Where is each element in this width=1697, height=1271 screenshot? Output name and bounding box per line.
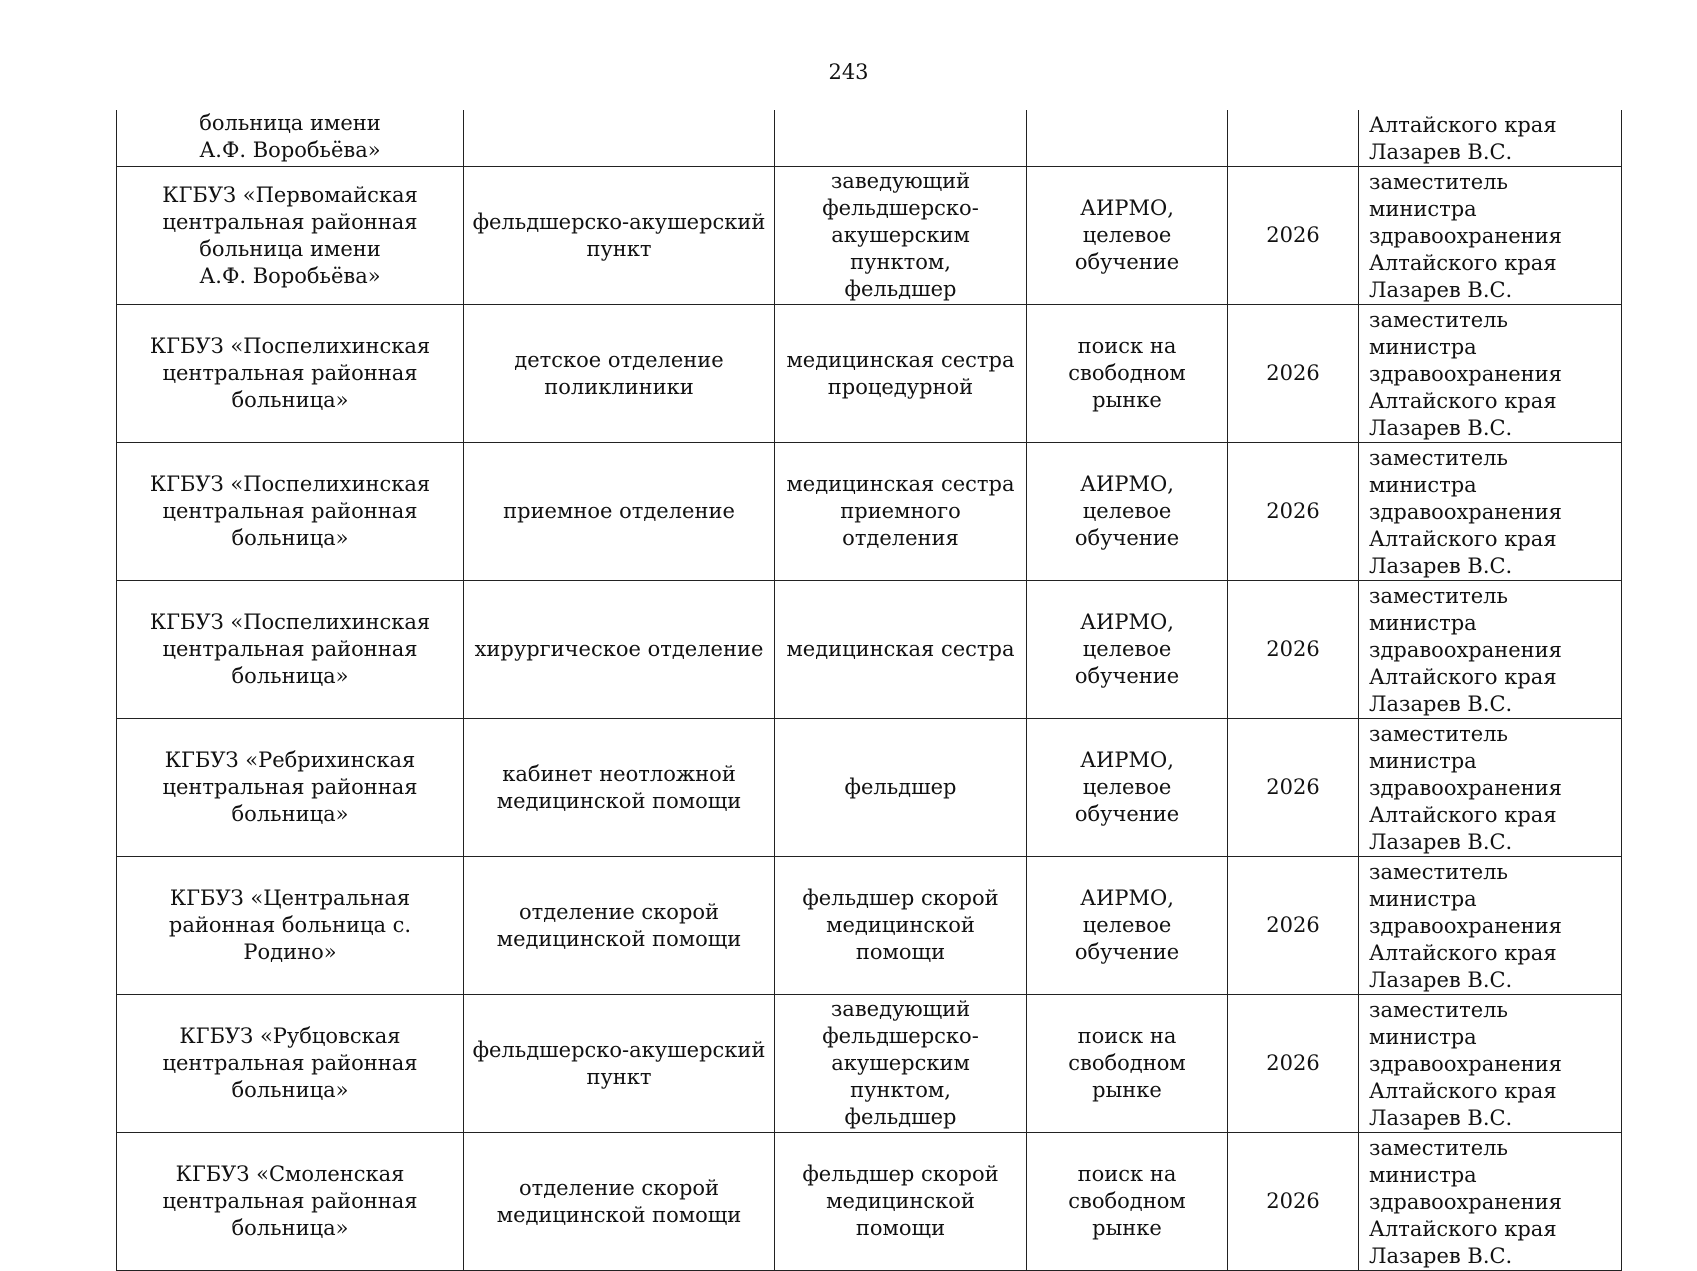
organization-cell-line: КГБУЗ «Рубцовская: [179, 1024, 401, 1048]
organization-cell: [117, 857, 464, 995]
recruitment-method-cell-line: обучение: [1074, 250, 1180, 274]
organization-cell-line: больница имени: [199, 236, 381, 261]
position-cell-line: медицинская сестра: [786, 472, 1015, 496]
position-cell-line: медицинская сестра: [786, 637, 1015, 661]
organization-cell-line: центральная районная: [162, 1051, 418, 1075]
organization-cell-line: больница имени: [199, 111, 381, 135]
approver-cell-line: здравоохранения: [1369, 362, 1562, 386]
approver-cell-line: Алтайского края: [1369, 1079, 1557, 1103]
position-cell-line: акушерским пунктом,: [831, 1051, 970, 1102]
organization-cell-line: КГБУЗ «Ребрихинская: [164, 748, 416, 772]
organization-cell: [117, 167, 464, 305]
position-cell-line: приемного отделения: [840, 499, 961, 550]
organization-cell-line: центральная районная: [162, 361, 418, 385]
recruitment-method-cell: [1027, 305, 1228, 443]
approver-cell: [1359, 443, 1622, 581]
recruitment-method-cell-line: рынке: [1092, 1216, 1162, 1240]
approver-cell-line: заместитель министра: [1369, 860, 1508, 911]
year-cell: 2026: [1228, 167, 1359, 305]
organization-cell: [117, 719, 464, 857]
approver-cell-line: заместитель министра: [1369, 998, 1508, 1049]
table-row: [117, 167, 1622, 305]
department-cell-line: хирургическое отделение: [474, 637, 764, 661]
organization-cell-line: центральная районная: [162, 1189, 418, 1213]
organization-cell: [117, 581, 464, 719]
approver-cell: [1359, 305, 1622, 443]
approver-cell-line: Алтайского края: [1369, 1217, 1557, 1241]
organization-cell: [117, 995, 464, 1133]
approver-cell-line: здравоохранения: [1369, 638, 1562, 662]
organization-cell: [117, 1133, 464, 1271]
approver-cell: [1359, 1133, 1622, 1271]
approver-cell-line: Алтайского края: [1369, 113, 1557, 137]
recruitment-method-cell-line: АИРМО,: [1080, 610, 1174, 634]
organization-cell-line: больница»: [231, 388, 349, 412]
approver-cell: [1359, 581, 1622, 719]
year-cell: 2026: [1228, 719, 1359, 857]
approver-cell-line: заместитель министра: [1369, 584, 1508, 635]
recruitment-method-cell-line: свободном: [1068, 361, 1186, 385]
recruitment-method-cell-line: поиск на: [1077, 1024, 1177, 1048]
recruitment-method-cell-line: АИРМО,: [1080, 472, 1174, 496]
position-cell-line: заведующий: [830, 169, 971, 193]
position-cell: [775, 581, 1027, 719]
organization-cell-line: больница»: [231, 1216, 349, 1240]
department-cell-line: фельдшерско-акушерский: [472, 209, 766, 234]
approver-cell-line: заместитель министра: [1369, 170, 1508, 221]
position-cell-line: медицинской помощи: [826, 913, 975, 964]
recruitment-method-cell-line: целевое: [1082, 499, 1172, 523]
department-cell-line: фельдшерско-акушерский: [472, 1037, 766, 1062]
recruitment-method-cell: [1027, 719, 1228, 857]
recruitment-method-cell: [1027, 857, 1228, 995]
position-cell: [775, 1133, 1027, 1271]
approver-cell-line: Алтайского края: [1369, 665, 1557, 689]
organization-cell-line: КГБУЗ «Поспелихинская: [149, 610, 431, 634]
approver-cell: [1359, 719, 1622, 857]
approver-cell-line: заместитель министра: [1369, 446, 1508, 497]
position-cell-line: процедурной: [827, 374, 974, 399]
table-body: [117, 110, 1622, 1271]
organization-cell: [117, 305, 464, 443]
department-cell-line: поликлиники: [544, 374, 694, 399]
department-cell: [464, 110, 775, 167]
organization-cell: [117, 110, 464, 167]
approver-cell-line: Лазарев В.С.: [1369, 1106, 1513, 1130]
year-cell: 2026: [1228, 443, 1359, 581]
organization-cell: [117, 443, 464, 581]
table-row: [117, 110, 1622, 167]
approver-cell: [1359, 995, 1622, 1133]
recruitment-method-cell-line: рынке: [1092, 388, 1162, 412]
approver-cell-line: заместитель министра: [1369, 722, 1508, 773]
page-number: 243: [828, 60, 869, 84]
position-cell-line: фельдшер: [844, 277, 957, 301]
position-cell-line: фельдшер скорой: [802, 886, 999, 910]
approver-cell-line: здравоохранения: [1369, 1190, 1562, 1214]
organization-cell-line: КГБУЗ «Первомайская: [162, 182, 418, 207]
approver-cell: [1359, 857, 1622, 995]
year-cell: 2026: [1228, 857, 1359, 995]
position-cell-line: акушерским пунктом,: [831, 223, 970, 274]
approver-cell: [1359, 167, 1622, 305]
recruitment-method-cell-line: обучение: [1074, 940, 1180, 964]
organization-cell-line: А.Ф. Воробьёва»: [199, 263, 381, 288]
approver-cell: [1359, 110, 1622, 167]
approver-cell-line: Лазарев В.С.: [1369, 416, 1513, 440]
approver-cell-line: заместитель министра: [1369, 1136, 1508, 1187]
recruitment-method-cell-line: рынке: [1092, 1078, 1162, 1102]
recruitment-method-cell-line: целевое: [1082, 913, 1172, 937]
year-cell: [1228, 110, 1359, 167]
year-cell: 2026: [1228, 1133, 1359, 1271]
approver-cell-line: Алтайского края: [1369, 251, 1557, 275]
table-row: [117, 305, 1622, 443]
department-cell: [464, 995, 775, 1133]
approver-cell-line: здравоохранения: [1369, 776, 1562, 800]
department-cell-line: пункт: [586, 236, 652, 261]
organization-cell-line: КГБУЗ «Центральная: [169, 886, 411, 910]
approver-cell-line: Алтайского края: [1369, 389, 1557, 413]
recruitment-method-cell-line: обучение: [1074, 526, 1180, 550]
recruitment-method-cell-line: обучение: [1074, 802, 1180, 826]
approver-cell-line: Лазарев В.С.: [1369, 1244, 1513, 1268]
organization-cell-line: районная больница с. Родино»: [168, 913, 412, 964]
approver-cell-line: Лазарев В.С.: [1369, 554, 1513, 578]
department-cell: [464, 1133, 775, 1271]
recruitment-method-cell: [1027, 995, 1228, 1133]
recruitment-method-cell-line: АИРМО,: [1080, 886, 1174, 910]
recruitment-method-cell-line: целевое: [1082, 775, 1172, 799]
position-cell-line: фельдшер скорой: [802, 1162, 999, 1186]
organization-cell-line: А.Ф. Воробьёва»: [199, 138, 381, 162]
approver-cell-line: Лазарев В.С.: [1369, 692, 1513, 716]
year-cell: 2026: [1228, 581, 1359, 719]
position-cell-line: фельдшерско-: [822, 1024, 979, 1048]
recruitment-method-cell: [1027, 443, 1228, 581]
organization-cell-line: центральная районная: [162, 499, 418, 523]
organization-cell-line: центральная районная: [162, 775, 418, 799]
organization-cell-line: больница»: [231, 664, 349, 688]
recruitment-method-cell-line: свободном: [1068, 1051, 1186, 1075]
approver-cell-line: здравоохранения: [1369, 500, 1562, 524]
recruitment-method-cell: [1027, 1133, 1228, 1271]
year-cell: 2026: [1228, 995, 1359, 1133]
recruitment-method-cell-line: АИРМО,: [1080, 748, 1174, 772]
recruitment-method-cell-line: целевое: [1082, 637, 1172, 661]
position-cell: [775, 110, 1027, 167]
recruitment-method-cell-line: поиск на: [1077, 334, 1177, 358]
position-cell: [775, 857, 1027, 995]
department-cell: [464, 167, 775, 305]
recruitment-method-cell: [1027, 581, 1228, 719]
approver-cell-line: Лазарев В.С.: [1369, 830, 1513, 854]
table-row: [117, 443, 1622, 581]
position-cell: [775, 167, 1027, 305]
position-cell-line: заведующий: [830, 997, 971, 1021]
organization-cell-line: КГБУЗ «Смоленская: [175, 1162, 405, 1186]
approver-cell-line: Алтайского края: [1369, 527, 1557, 551]
position-cell-line: фельдшерско-: [822, 196, 979, 220]
position-cell: [775, 305, 1027, 443]
approver-cell-line: здравоохранения: [1369, 914, 1562, 938]
department-cell-line: медицинской помощи: [496, 926, 742, 951]
department-cell-line: медицинской помощи: [496, 1202, 742, 1227]
table-row: [117, 1133, 1622, 1271]
position-cell: [775, 443, 1027, 581]
recruitment-method-cell-line: целевое: [1082, 223, 1172, 247]
department-cell-line: отделение скорой: [518, 1175, 720, 1200]
organization-cell-line: центральная районная: [162, 637, 418, 661]
department-cell-line: медицинской помощи: [496, 788, 742, 813]
department-cell-line: пункт: [586, 1064, 652, 1089]
organization-cell-line: центральная районная: [162, 209, 418, 234]
table-row: [117, 719, 1622, 857]
department-cell-line: кабинет неотложной: [502, 761, 736, 786]
organization-cell-line: больница»: [231, 1078, 349, 1102]
organization-cell-line: КГБУЗ «Поспелихинская: [149, 334, 431, 358]
recruitment-method-cell: [1027, 167, 1228, 305]
recruitment-method-cell-line: обучение: [1074, 664, 1180, 688]
approver-cell-line: здравоохранения: [1369, 1052, 1562, 1076]
approver-cell-line: Лазарев В.С.: [1369, 278, 1513, 302]
position-cell-line: фельдшер: [844, 775, 957, 799]
approver-cell-line: Лазарев В.С.: [1369, 968, 1513, 992]
organization-cell-line: больница»: [231, 802, 349, 826]
approver-cell-line: Алтайского края: [1369, 941, 1557, 965]
department-cell: [464, 857, 775, 995]
department-cell: [464, 443, 775, 581]
year-cell: 2026: [1228, 305, 1359, 443]
department-cell: [464, 581, 775, 719]
recruitment-method-cell-line: свободном: [1068, 1189, 1186, 1213]
position-cell: [775, 719, 1027, 857]
department-cell: [464, 719, 775, 857]
position-cell-line: медицинской помощи: [826, 1189, 975, 1240]
department-cell-line: детское отделение: [514, 347, 724, 372]
approver-cell-line: Алтайского края: [1369, 803, 1557, 827]
approver-cell-line: Лазарев В.С.: [1369, 140, 1513, 164]
department-cell: [464, 305, 775, 443]
recruitment-method-cell-line: АИРМО,: [1080, 196, 1174, 220]
approver-cell-line: здравоохранения: [1369, 224, 1562, 248]
department-cell-line: отделение скорой: [518, 899, 720, 924]
recruitment-method-cell: [1027, 110, 1228, 167]
table-row: [117, 857, 1622, 995]
position-cell: [775, 995, 1027, 1133]
organization-cell-line: больница»: [231, 526, 349, 550]
table-row: [117, 995, 1622, 1133]
position-cell-line: фельдшер: [844, 1105, 957, 1129]
staffing-table: [116, 110, 1622, 1271]
department-cell-line: приемное отделение: [503, 499, 735, 523]
position-cell-line: медицинская сестра: [786, 347, 1015, 372]
table-row: [117, 581, 1622, 719]
recruitment-method-cell-line: поиск на: [1077, 1162, 1177, 1186]
approver-cell-line: заместитель министра: [1369, 308, 1508, 359]
organization-cell-line: КГБУЗ «Поспелихинская: [149, 472, 431, 496]
